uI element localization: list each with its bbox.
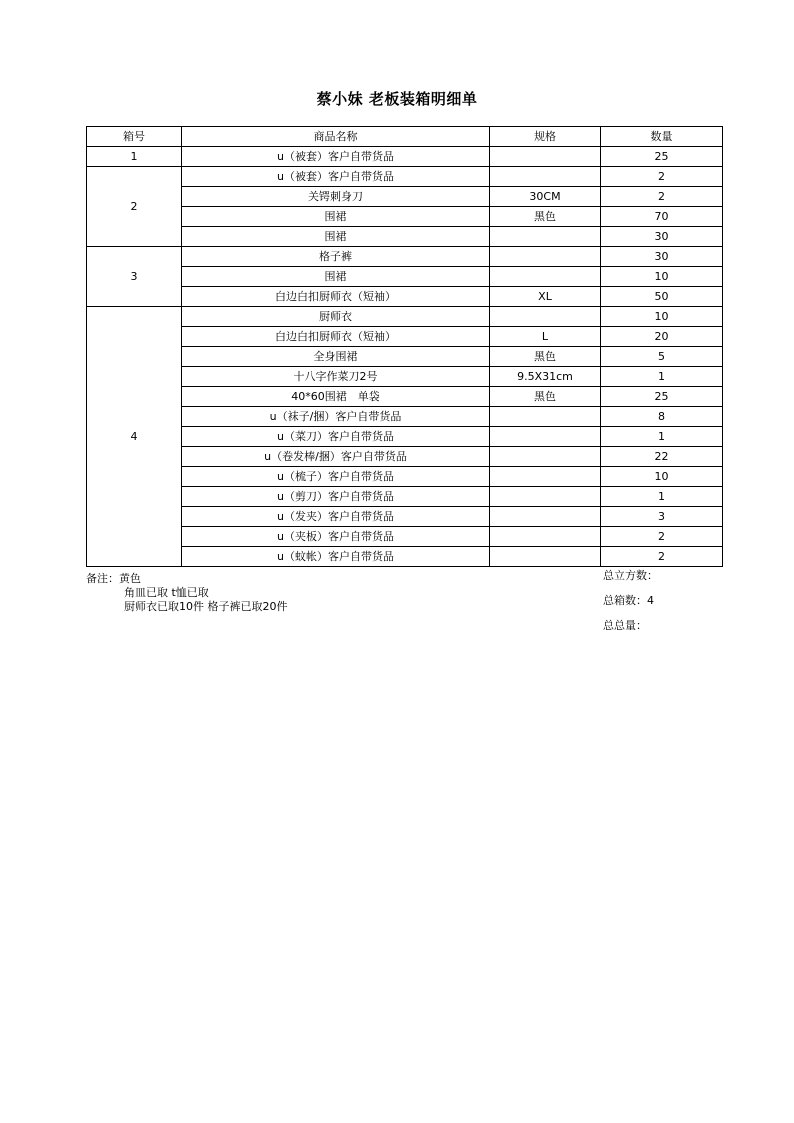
spec-cell: 30CM [490, 187, 601, 207]
product-name-cell: 白边白扣厨师衣（短袖） [182, 327, 490, 347]
document-title: 蔡小妹 老板装箱明细单 [316, 90, 478, 108]
table-row [87, 267, 723, 287]
product-name-cell: 围裙 [182, 267, 490, 287]
total-boxes: 总箱数：4 [603, 594, 654, 607]
spec-cell [490, 487, 601, 507]
product-name-cell: 格子裤 [182, 247, 490, 267]
product-name-cell: 全身围裙 [182, 347, 490, 367]
spec-cell: 黑色 [490, 347, 601, 367]
table-row [87, 427, 723, 447]
product-name-cell: u（蚊帐）客户自带货品 [182, 547, 490, 567]
box-number-cell: 2 [87, 167, 182, 247]
table-row [87, 287, 723, 307]
quantity-cell: 2 [601, 527, 723, 547]
product-name-cell: 围裙 [182, 227, 490, 247]
product-name-cell: u（被套）客户自带货品 [182, 147, 490, 167]
table-row [87, 307, 723, 327]
table-body [87, 147, 723, 567]
table-row [87, 167, 723, 187]
table-row [87, 447, 723, 467]
product-name-cell: 关锷刺身刀 [182, 187, 490, 207]
quantity-cell: 1 [601, 367, 723, 387]
product-name-cell: 十八字作菜刀2号 [182, 367, 490, 387]
remarks-line: 角皿已取 t恤已取 [124, 586, 209, 599]
product-name-cell: u（梳子）客户自带货品 [182, 467, 490, 487]
header-quantity: 数量 [601, 127, 723, 147]
spec-cell: XL [490, 287, 601, 307]
quantity-cell: 50 [601, 287, 723, 307]
quantity-cell: 1 [601, 427, 723, 447]
remarks-line: 厨师衣已取10件 格子裤已取20件 [124, 600, 288, 613]
remarks [86, 572, 288, 614]
product-name-cell: u（卷发棒/捆）客户自带货品 [182, 447, 490, 467]
spec-cell: 9.5X31cm [490, 367, 601, 387]
product-name-cell: 40*60围裙 单袋 [182, 387, 490, 407]
spec-cell: 黑色 [490, 387, 601, 407]
quantity-cell: 8 [601, 407, 723, 427]
table-row [87, 547, 723, 567]
quantity-cell: 3 [601, 507, 723, 527]
box-number-cell: 3 [87, 247, 182, 307]
table-row [87, 347, 723, 367]
quantity-cell: 22 [601, 447, 723, 467]
spec-cell [490, 407, 601, 427]
spec-cell [490, 507, 601, 527]
quantity-cell: 25 [601, 387, 723, 407]
quantity-cell: 2 [601, 167, 723, 187]
table-row [87, 247, 723, 267]
quantity-cell: 10 [601, 307, 723, 327]
table-row [87, 507, 723, 527]
spec-cell: 黑色 [490, 207, 601, 227]
spec-cell [490, 167, 601, 187]
spec-cell [490, 467, 601, 487]
table-row [87, 367, 723, 387]
quantity-cell: 5 [601, 347, 723, 367]
quantity-cell: 2 [601, 547, 723, 567]
spec-cell [490, 547, 601, 567]
header-spec: 规格 [490, 127, 601, 147]
spec-cell [490, 227, 601, 247]
total-volume: 总立方数： [603, 569, 658, 582]
product-name-cell: u（发夹）客户自带货品 [182, 507, 490, 527]
table-row [87, 407, 723, 427]
header-box-number: 箱号 [87, 127, 182, 147]
quantity-cell: 30 [601, 227, 723, 247]
product-name-cell: u（被套）客户自带货品 [182, 167, 490, 187]
table-row [87, 227, 723, 247]
packing-list-table [86, 126, 723, 567]
quantity-cell: 20 [601, 327, 723, 347]
spec-cell [490, 247, 601, 267]
product-name-cell: 白边白扣厨师衣（短袖） [182, 287, 490, 307]
quantity-cell: 1 [601, 487, 723, 507]
table-row [87, 487, 723, 507]
table-row [87, 527, 723, 547]
product-name-cell: 厨师衣 [182, 307, 490, 327]
spec-cell [490, 427, 601, 447]
product-name-cell: u（菜刀）客户自带货品 [182, 427, 490, 447]
quantity-cell: 10 [601, 467, 723, 487]
spec-cell [490, 447, 601, 467]
spec-cell [490, 267, 601, 287]
remarks-line: 备注：黄色 [86, 572, 141, 585]
table-row [87, 327, 723, 347]
spec-cell [490, 147, 601, 167]
table-row [87, 207, 723, 227]
product-name-cell: u（夹板）客户自带货品 [182, 527, 490, 547]
quantity-cell: 25 [601, 147, 723, 167]
spec-cell [490, 527, 601, 547]
table-row [87, 467, 723, 487]
spec-cell: L [490, 327, 601, 347]
quantity-cell: 30 [601, 247, 723, 267]
table-row [87, 187, 723, 207]
spec-cell [490, 307, 601, 327]
table-header-row [87, 127, 723, 147]
quantity-cell: 10 [601, 267, 723, 287]
product-name-cell: 围裙 [182, 207, 490, 227]
header-product-name: 商品名称 [182, 127, 490, 147]
box-number-cell: 4 [87, 307, 182, 567]
box-number-cell: 1 [87, 147, 182, 167]
table-row [87, 387, 723, 407]
quantity-cell: 70 [601, 207, 723, 227]
product-name-cell: u（袜子/捆）客户自带货品 [182, 407, 490, 427]
table-row [87, 147, 723, 167]
total-quantity: 总总量： [603, 619, 647, 632]
totals-summary [603, 569, 658, 644]
product-name-cell: u（剪刀）客户自带货品 [182, 487, 490, 507]
quantity-cell: 2 [601, 187, 723, 207]
